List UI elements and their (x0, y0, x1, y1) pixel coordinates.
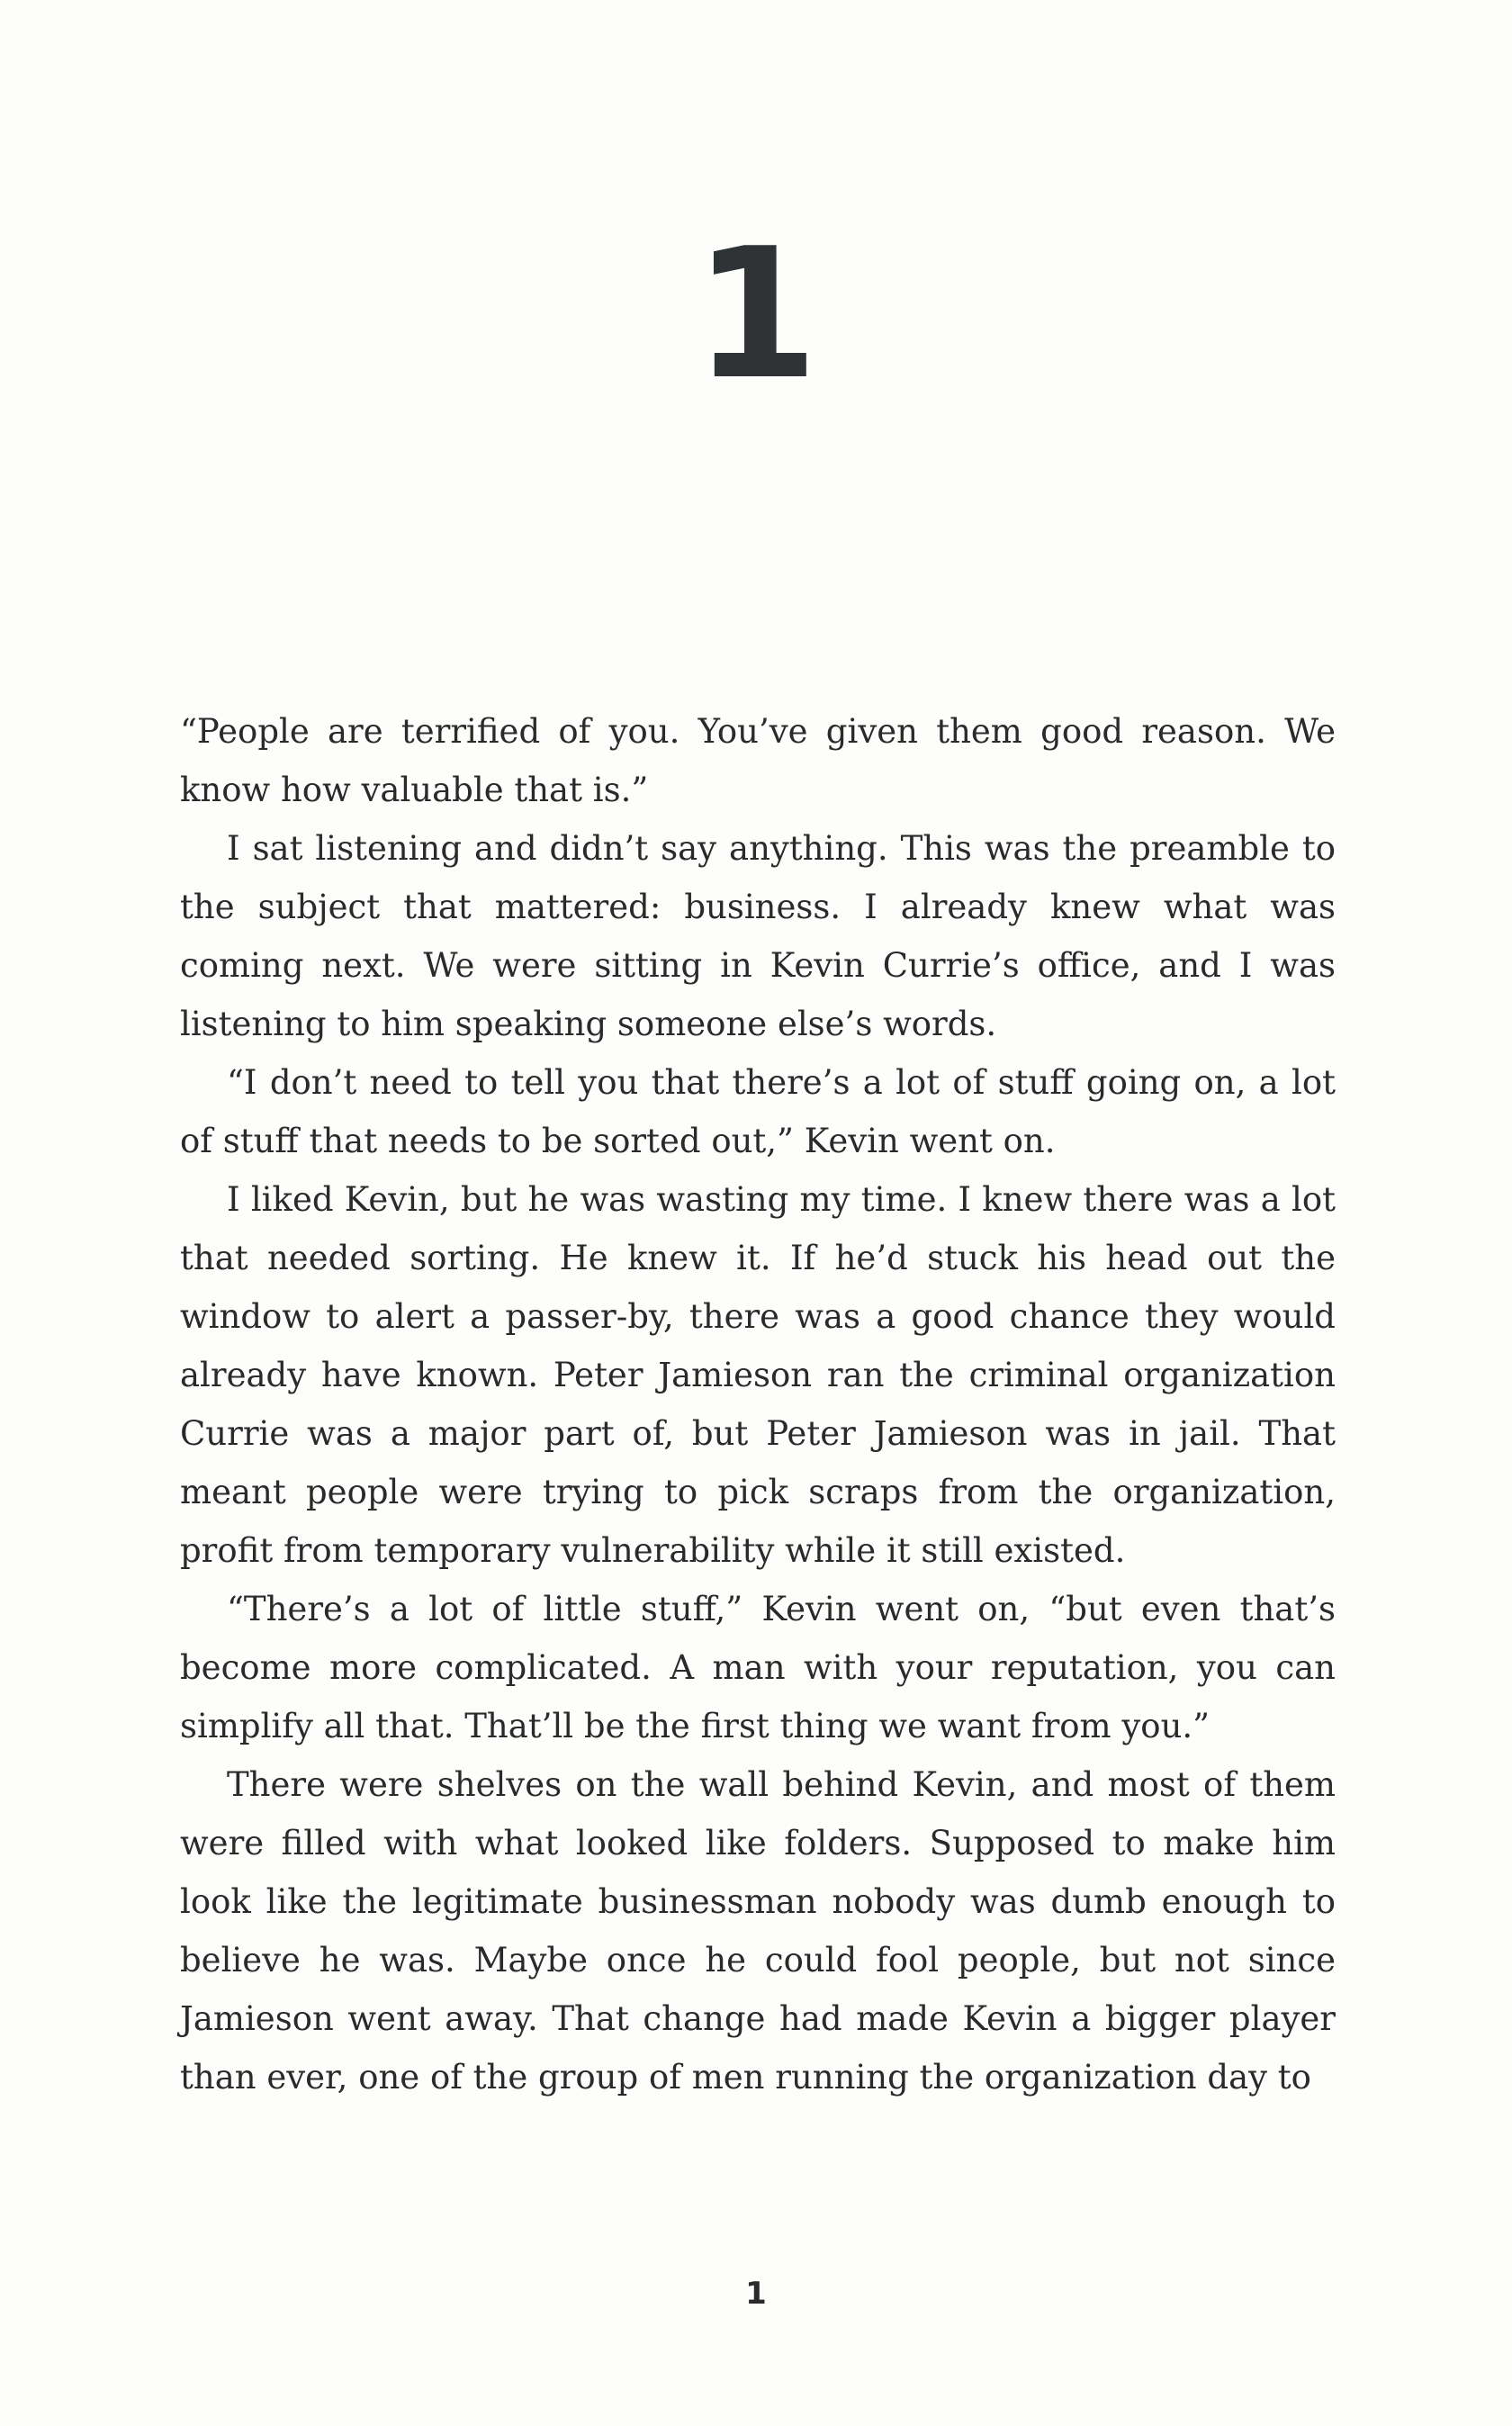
paragraph: “I don’t need to tell you that there’s a lot of stuff going on, a lot of stuff that needs to be sorted out,” Kevin went on. (180, 1063, 1336, 1160)
paragraph: “There’s a lot of little stuff,” Kevin went on, “but even that’s become more complicated. A man with your reputation, you can simplify all that. That’ll be the first thing we want from you.” (180, 1590, 1336, 1745)
paragraph: “People are terrified of you. You’ve given them good reason. We know how valuable that is.” (180, 712, 1336, 809)
paragraph: There were shelves on the wall behind Kevin, and most of them were filled with what looked like folders. Supposed to make him look like the legitimate businessman nobody was dumb enough to believe he was. Maybe once he could fool people, but not since Jamieson went away. That change had made Kevin a bigger player than ever, one of the group of men running the organization day to (180, 1765, 1336, 2097)
page-number: 1 (745, 2276, 767, 2312)
chapter-number: 1 (693, 210, 819, 419)
paragraph: I sat listening and didn’t say anything. This was the preamble to the subject that mattered: business. I already knew what was coming next. We were sitting in Kevin Currie’s office, and I was listening to him speaking someone else’s words. (180, 829, 1336, 1043)
paragraph: I liked Kevin, but he was wasting my time. I knew there was a lot that needed sorting. He knew it. If he’d stuck his head out the window to alert a passer-by, there was a good chance they would already have known. Peter Jamieson ran the criminal organization Currie was a major part of, but Peter Jamieson was in jail. That meant people were trying to pick scraps from the organization, profit from temporary vulnerability while it still existed. (180, 1180, 1336, 1570)
chapter-body (180, 702, 1336, 2106)
